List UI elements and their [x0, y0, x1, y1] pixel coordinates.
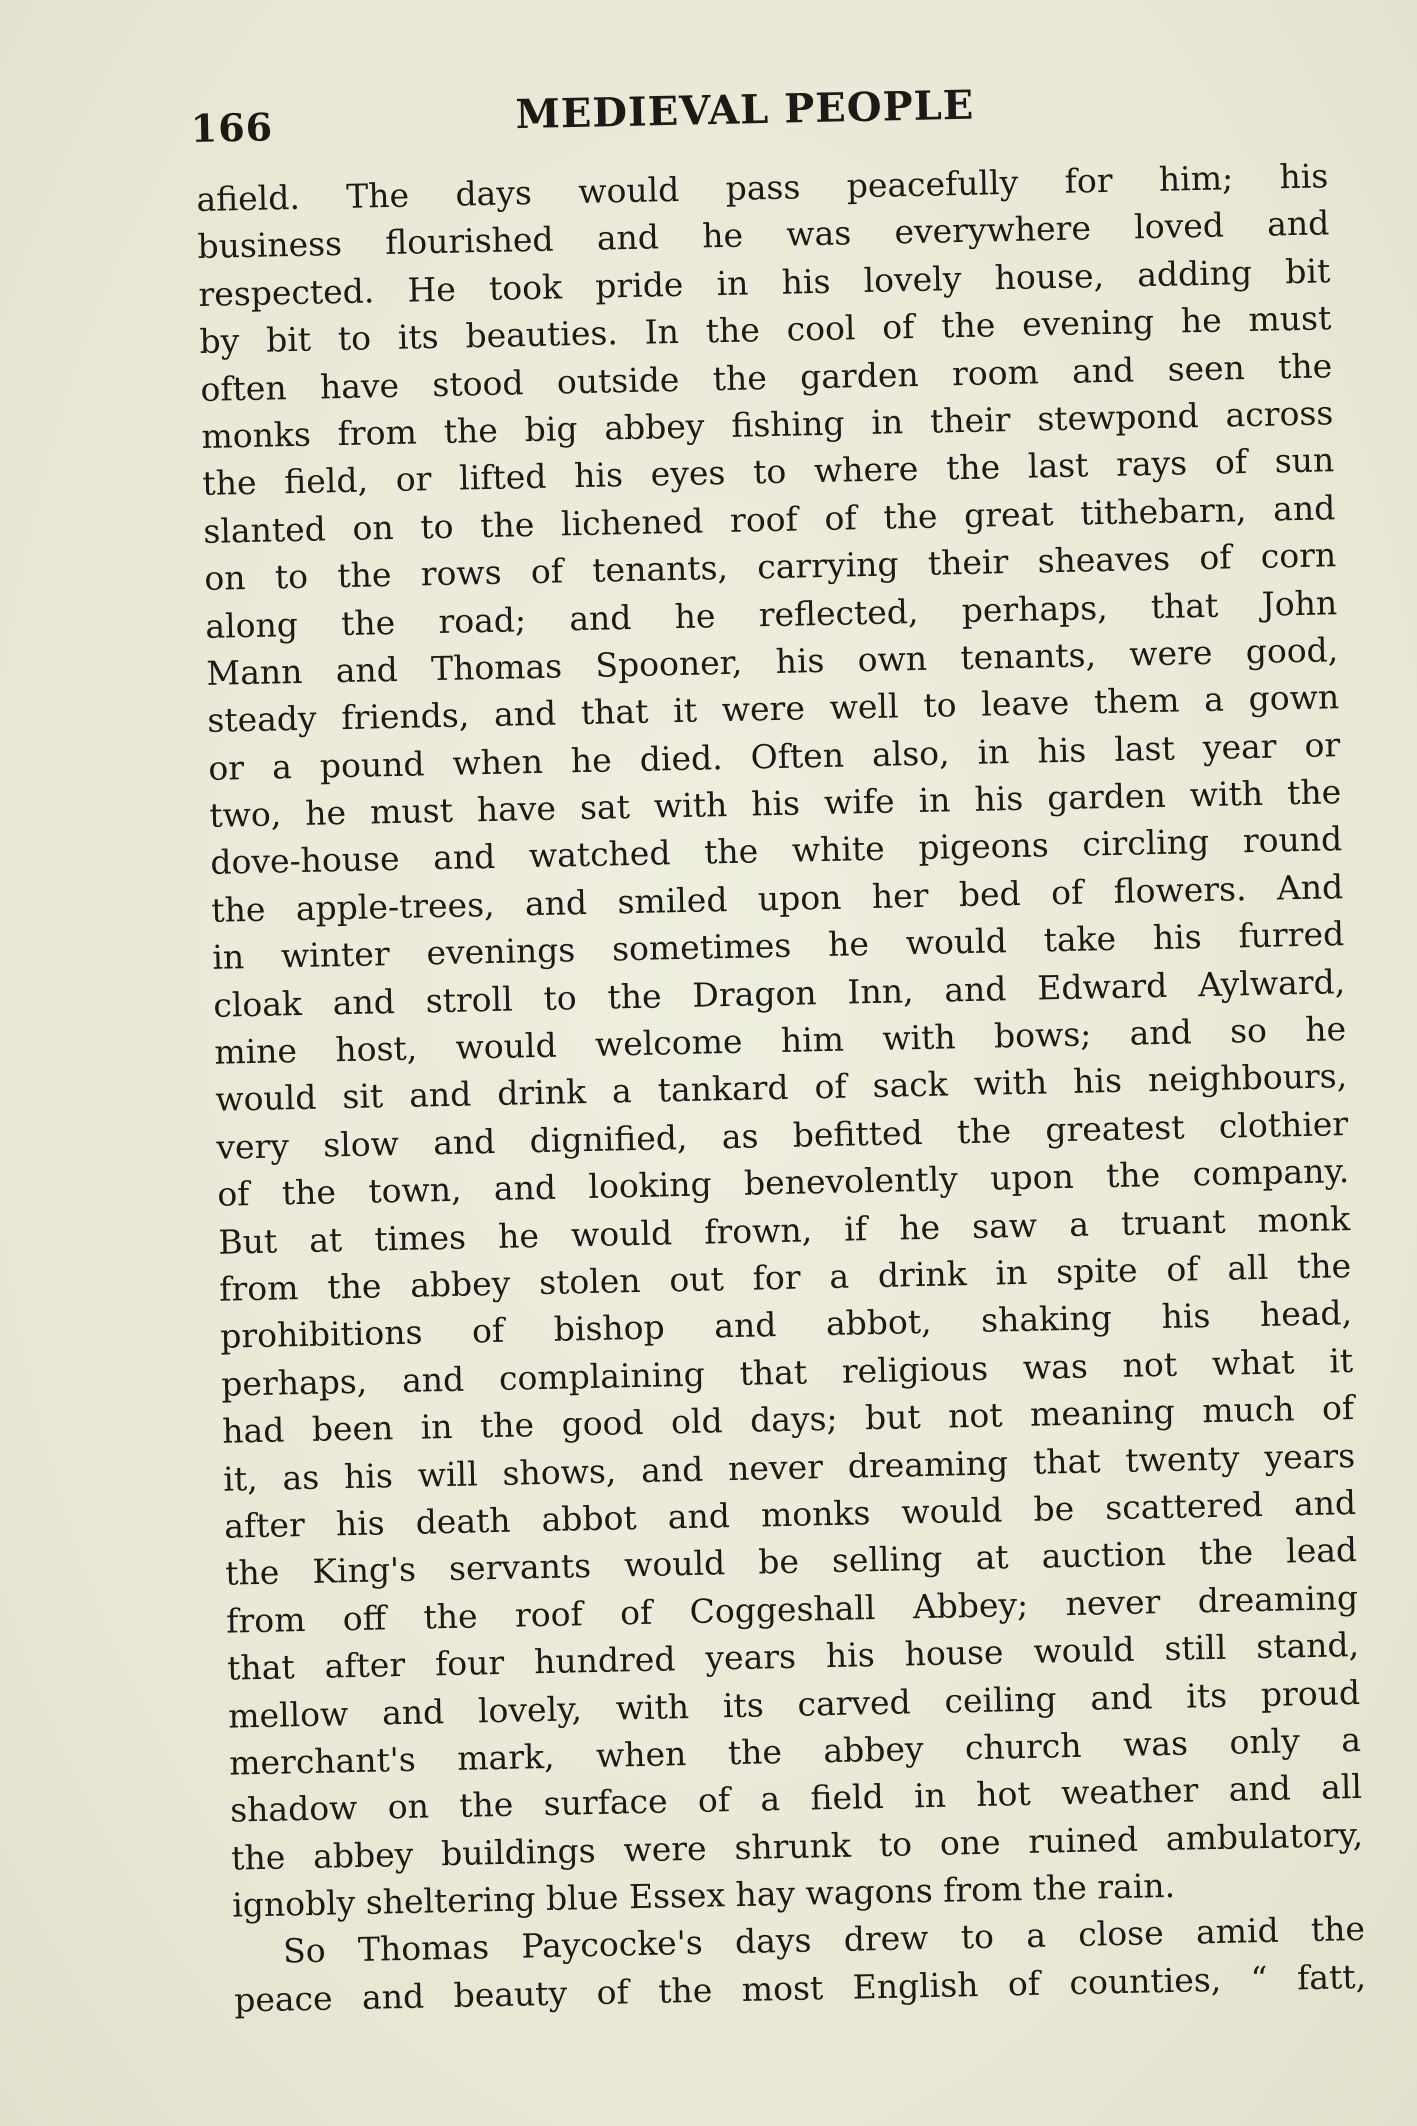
text-line: two, he must have sat with his wife in his garden with the — [208, 772, 1342, 835]
text-line: along the road; and he reflected, perhaps, that John — [205, 582, 1338, 646]
text-line: cloak and stroll to the Dragon Inn, and Edward Aylward, — [212, 961, 1346, 1025]
text-line: the King's servants would be selling at auction the lead — [224, 1530, 1358, 1594]
text-line: perhaps, and complaining that religious was not what it — [220, 1340, 1354, 1404]
text-line: monks from the big abbey fishing in their stewpond across — [201, 393, 1334, 456]
text-line: dove-house and watched the white pigeons circling round — [209, 819, 1343, 883]
text-line: Mann and Thomas Spooner, his own tenants, were good, — [206, 630, 1339, 693]
text-line: very slow and dignified, as befitted the greatest clothier — [215, 1103, 1349, 1167]
chapter-title: MEDIEVAL PEOPLE — [515, 81, 975, 139]
text-line: merchant's mark, when the abbey church was only a — [228, 1719, 1362, 1783]
text-line: from off the roof of Coggeshall Abbey; never dreaming — [225, 1577, 1359, 1641]
paragraph-first-line: So Thomas Paycocke's days drew to a close amid the — [282, 1909, 1366, 1972]
text-line: But at times he would frown, if he saw a truant monk — [217, 1198, 1351, 1262]
text-line: steady friends, and that it were well to leave them a gown — [207, 677, 1340, 741]
text-line: afield. The days would pass peacefully for him; his — [196, 156, 1329, 219]
text-line: the abbey buildings were shrunk to one ruined ambulatory, — [230, 1814, 1364, 1878]
paragraph-last-line: ignobly sheltering blue Essex hay wagons from the rain. — [231, 1865, 1176, 1925]
text-line: by bit to its beauties. In the cool of the evening he must — [199, 298, 1332, 362]
text-line: after his death abbot and monks would be scattered and — [223, 1482, 1357, 1546]
text-line: in winter evenings sometimes he would take his furred — [211, 914, 1345, 978]
text-line: slanted on to the lichened roof of the great tithebarn, and — [203, 487, 1336, 551]
text-line: of the town, and looking benevolently upon the company. — [216, 1151, 1350, 1214]
text-line: the apple-trees, and smiled upon her bed of flowers. And — [210, 866, 1344, 930]
text-line: it, as his will shows, and never dreaming that twenty years — [222, 1435, 1356, 1499]
text-line: from the abbey stolen out for a drink in spite of all the — [218, 1246, 1352, 1309]
text-line: often have stood outside the garden room and seen the — [200, 345, 1333, 409]
text-line: had been in the good old days; but not meaning much of — [221, 1388, 1355, 1451]
running-head — [190, 75, 1011, 152]
page-number: 166 — [190, 104, 274, 151]
text-line: mine host, would welcome him with bows; and so he — [213, 1009, 1347, 1072]
text-line: the field, or lifted his eyes to where the last rays of sun — [202, 440, 1335, 504]
text-line: that after four hundred years his house would still stand, — [226, 1625, 1360, 1688]
text-line: respected. He took pride in his lovely house, adding bit — [198, 251, 1331, 314]
text-line: peace and beauty of the most English of counties, “ fatt, — [233, 1956, 1367, 2020]
text-line: would sit and drink a tankard of sack with his neighbours, — [214, 1056, 1348, 1120]
text-line: on to the rows of tenants, carrying their sheaves of corn — [204, 535, 1337, 599]
text-line: shadow on the surface of a field in hot weather and all — [229, 1767, 1363, 1830]
text-line: or a pound when he died. Often also, in his last year or — [207, 724, 1341, 788]
body-text — [196, 152, 1384, 2024]
text-line: business flourished and he was everywhere loved and — [197, 203, 1330, 267]
text-line: prohibitions of bishop and abbot, shaking his head, — [219, 1293, 1353, 1357]
text-line: mellow and lovely, with its carved ceiling and its proud — [227, 1672, 1361, 1736]
